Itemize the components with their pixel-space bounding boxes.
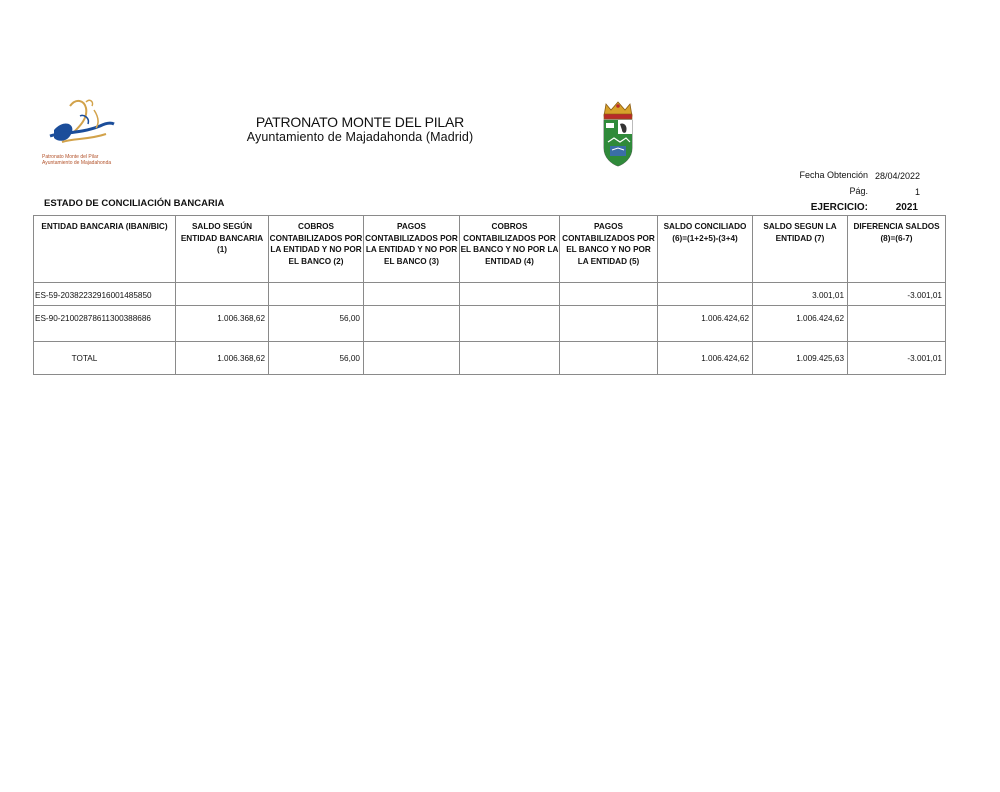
fecha-obtencion-value: 28/04/2022 xyxy=(874,171,920,181)
page-number: 1 xyxy=(914,187,920,197)
patronato-emblem-icon xyxy=(40,96,122,154)
table-row xyxy=(34,283,946,306)
column-header: PAGOS CONTABILIZADOS POR LA ENTIDAD Y NO POR EL BANCO (3) xyxy=(364,216,460,283)
table-cell xyxy=(848,306,946,342)
table-cell: 1.006.424,62 xyxy=(753,306,848,342)
table-row xyxy=(34,306,946,342)
column-header: SALDO SEGÚN ENTIDAD BANCARIA (1) xyxy=(176,216,269,283)
org-subtitle: Ayuntamiento de Majadahonda (Madrid) xyxy=(246,130,474,144)
table-cell: 56,00 xyxy=(269,306,364,342)
table-cell xyxy=(460,283,560,306)
table-cell xyxy=(460,306,560,342)
table-cell xyxy=(560,306,658,342)
table-cell xyxy=(269,283,364,306)
iban-cell: ES-90-21002878611300388686 xyxy=(34,306,176,342)
logo-caption-2: Ayuntamiento de Majadahonda xyxy=(42,160,112,166)
total-cell: 56,00 xyxy=(269,342,364,375)
table-cell xyxy=(658,283,753,306)
table-cell xyxy=(176,283,269,306)
page-label: Pág. xyxy=(849,186,868,196)
total-row xyxy=(34,342,946,375)
total-cell: 1.009.425,63 xyxy=(753,342,848,375)
fecha-obtencion-label: Fecha Obtención xyxy=(799,170,868,180)
column-header: DIFERENCIA SALDOS (8)=(6-7) xyxy=(848,216,946,283)
total-cell: 1.006.424,62 xyxy=(658,342,753,375)
table-header-row xyxy=(34,216,946,283)
table-cell xyxy=(364,283,460,306)
total-cell: -3.001,01 xyxy=(848,342,946,375)
iban-cell: ES-59-20382232916001485850 xyxy=(34,283,176,306)
total-cell: 1.006.368,62 xyxy=(176,342,269,375)
table-cell xyxy=(364,306,460,342)
column-header: SALDO CONCILIADO (6)=(1+2+5)-(3+4) xyxy=(658,216,753,283)
table-cell xyxy=(560,283,658,306)
coat-of-arms-icon xyxy=(598,98,638,168)
logo-caption-1: Patronato Monte del Pilar xyxy=(42,154,99,160)
total-label: TOTAL xyxy=(34,342,176,375)
table-cell: 3.001,01 xyxy=(753,283,848,306)
reconciliation-table xyxy=(33,215,946,375)
total-cell xyxy=(460,342,560,375)
table-cell: -3.001,01 xyxy=(848,283,946,306)
column-header: ENTIDAD BANCARIA (IBAN/BIC) xyxy=(34,216,176,283)
column-header: PAGOS CONTABILIZADOS POR EL BANCO Y NO POR LA ENTIDAD (5) xyxy=(560,216,658,283)
ejercicio-value: 2021 xyxy=(895,202,918,213)
table-cell: 1.006.424,62 xyxy=(658,306,753,342)
column-header: COBROS CONTABILIZADOS POR EL BANCO Y NO POR LA ENTIDAD (4) xyxy=(460,216,560,283)
report-title: ESTADO DE CONCILIACIÓN BANCARIA xyxy=(44,198,225,209)
total-cell xyxy=(364,342,460,375)
column-header: COBROS CONTABILIZADOS POR LA ENTIDAD Y NO POR EL BANCO (2) xyxy=(269,216,364,283)
coat-of-arms xyxy=(598,98,638,168)
ejercicio-label: EJERCICIO: xyxy=(810,202,868,213)
column-header: SALDO SEGUN LA ENTIDAD (7) xyxy=(753,216,848,283)
patronato-logo xyxy=(40,96,122,168)
table-cell: 1.006.368,62 xyxy=(176,306,269,342)
org-title: PATRONATO MONTE DEL PILAR xyxy=(255,114,465,130)
total-cell xyxy=(560,342,658,375)
